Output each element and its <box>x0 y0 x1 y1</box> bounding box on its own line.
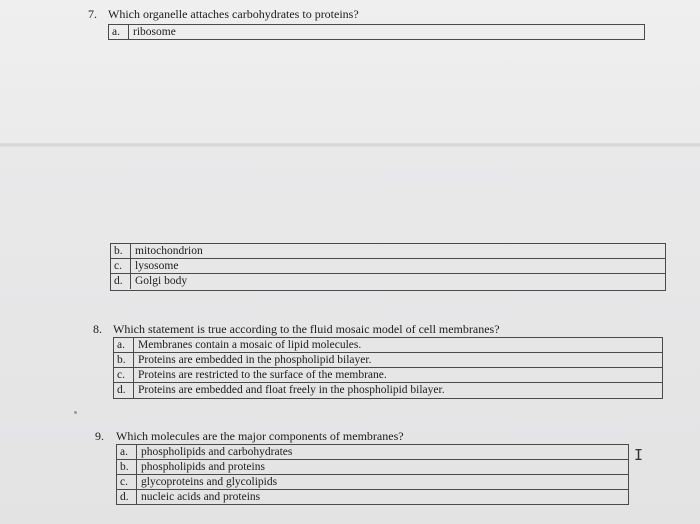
option-text: Proteins are restricted to the surface of the membrane. <box>138 369 387 381</box>
option-row[interactable] <box>109 25 644 40</box>
question-8-options <box>113 337 663 399</box>
option-letter: d. <box>114 383 134 398</box>
option-letter: b. <box>114 353 134 367</box>
speck <box>74 411 77 414</box>
option-row[interactable] <box>117 475 628 490</box>
option-text: Golgi body <box>135 275 188 287</box>
option-letter: c. <box>114 368 134 382</box>
question-7-options-top <box>108 24 645 40</box>
option-text: lysosome <box>135 260 179 272</box>
option-letter: a. <box>117 445 137 459</box>
option-row[interactable] <box>117 490 628 505</box>
option-letter: a. <box>109 25 129 40</box>
option-row[interactable] <box>114 353 662 368</box>
option-letter: b. <box>111 244 131 258</box>
option-row[interactable] <box>117 460 628 475</box>
question-8-text: Which statement is true according to the fluid mosaic model of cell membranes? <box>113 322 500 336</box>
option-row[interactable] <box>114 383 662 398</box>
option-text: Proteins are embedded in the phospholipid bilayer. <box>138 354 372 366</box>
question-8-number: 8. <box>93 322 102 336</box>
question-9-options <box>116 444 629 505</box>
option-row[interactable] <box>111 259 665 274</box>
option-text: phospholipids and proteins <box>141 461 265 473</box>
option-text: ribosome <box>133 26 176 38</box>
option-letter: a. <box>114 338 134 352</box>
option-text: mitochondrion <box>135 245 203 257</box>
option-text: nucleic acids and proteins <box>141 491 261 503</box>
option-text: phospholipids and carbohydrates <box>141 446 293 458</box>
option-row[interactable] <box>111 244 665 259</box>
question-8 <box>93 322 653 338</box>
question-7-text: Which organelle attaches carbohydrates to proteins? <box>108 7 359 21</box>
option-letter: b. <box>117 460 137 474</box>
option-row[interactable] <box>117 445 628 460</box>
option-text: Proteins are embedded and float freely in the phospholipid bilayer. <box>138 384 445 396</box>
option-text: glycoproteins and glycolipids <box>141 476 278 488</box>
text-cursor-icon: I <box>634 446 644 464</box>
question-9-number: 9. <box>95 429 104 443</box>
question-7-options-bottom <box>110 243 666 291</box>
question-7-number: 7. <box>88 7 97 21</box>
option-letter: d. <box>111 274 131 289</box>
option-letter: d. <box>117 490 137 505</box>
option-row[interactable] <box>114 368 662 383</box>
option-letter: c. <box>117 475 137 489</box>
question-9 <box>95 429 655 445</box>
option-text: Membranes contain a mosaic of lipid molecules. <box>138 339 362 351</box>
option-row[interactable] <box>114 338 662 353</box>
option-letter: c. <box>111 259 131 273</box>
page-fold <box>0 143 700 147</box>
option-row[interactable] <box>111 274 665 289</box>
question-9-text: Which molecules are the major components of membranes? <box>116 429 404 443</box>
